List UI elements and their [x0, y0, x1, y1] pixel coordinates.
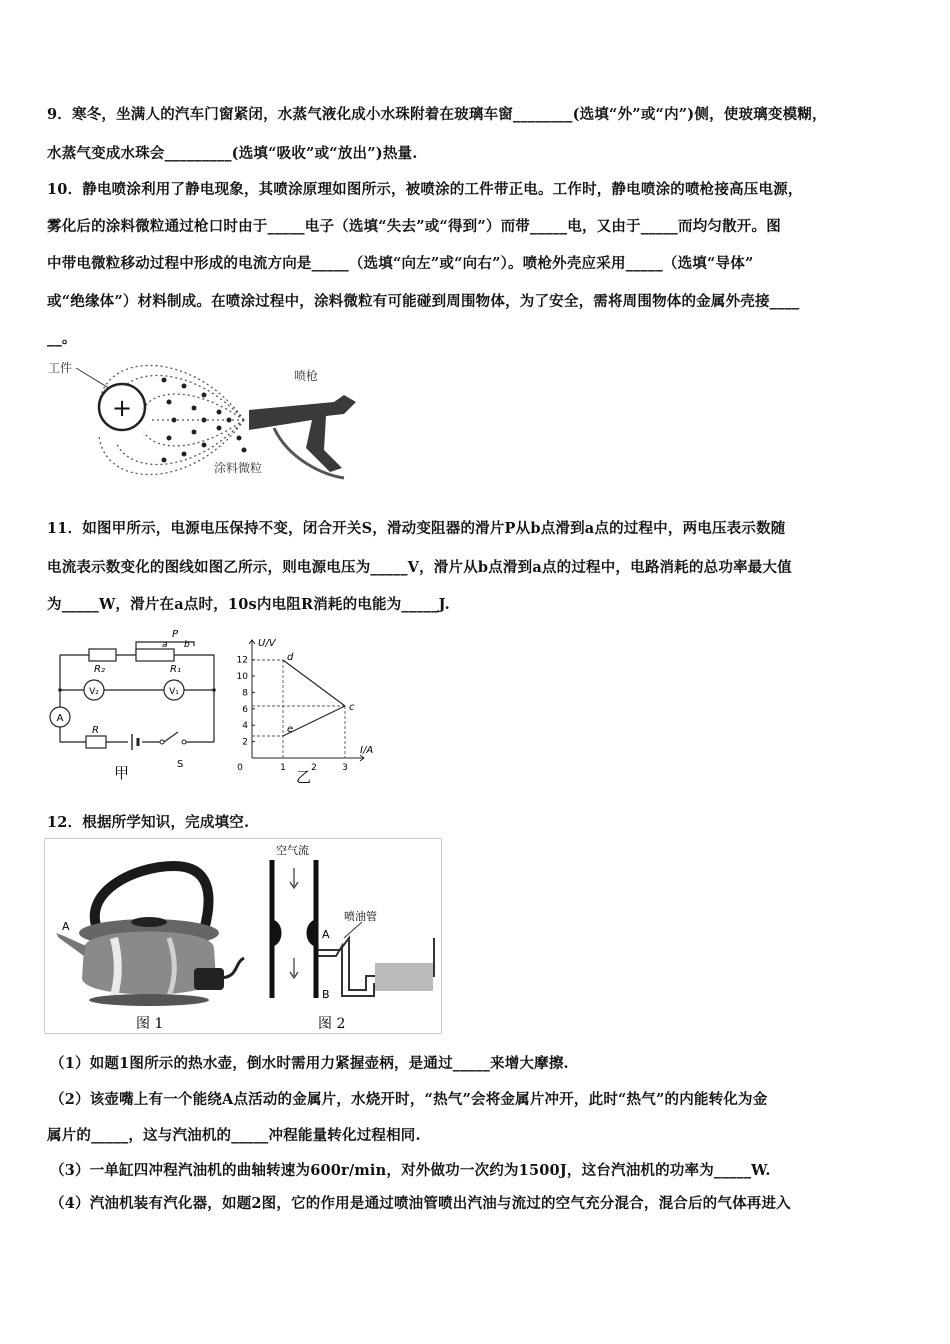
q11-line1: 11．如图甲所示，电源电压保持不变，闭合开关S，滑动变阻器的滑片P从b点滑到a点的过程中，两电压表示数随	[47, 520, 786, 537]
a-label: a	[162, 640, 168, 650]
graph-ylabel: U/V	[258, 638, 276, 649]
ammeter-label: A	[56, 713, 64, 724]
gun-label: 喷枪	[294, 369, 319, 383]
oil-pipe-label: 喷油管	[344, 910, 377, 923]
point-e: e	[287, 724, 294, 735]
fig1-caption: 图 1	[136, 1016, 164, 1032]
kettle-a-label: A	[62, 920, 70, 933]
y-tick-label: 10	[236, 672, 248, 682]
circuit-caption: 甲	[114, 764, 130, 782]
particles-label: 涂料微粒	[214, 461, 263, 475]
r-label: R	[92, 725, 99, 736]
x-tick-label: 2	[311, 763, 317, 773]
q11-line2: 电流表示数变化的图线如图乙所示，则电源电压为_____V，滑片从b点滑到a点的过程中，电路消耗的总功率最大值	[47, 559, 792, 576]
airflow-label: 空气流	[276, 844, 309, 857]
point-d: d	[287, 652, 294, 663]
q12-figure	[44, 838, 442, 1034]
s-label: S	[177, 759, 184, 770]
q12-p2b: 属片的_____，这与汽油机的_____冲程能量转化过程相同.	[47, 1127, 421, 1144]
point-c: c	[349, 702, 355, 713]
y-tick-label: 8	[242, 688, 248, 699]
q11-line3: 为_____W，滑片在a点时，10s内电阻R消耗的电能为_____J.	[47, 596, 450, 613]
b-label: b	[184, 640, 190, 650]
q12-p2a: （2）该壶嘴上有一个能绕A点活动的金属片，水烧开时，“热气”会将金属片冲开，此时“热气”的内能转化为金	[50, 1091, 768, 1108]
y-tick-label: 4	[242, 721, 248, 732]
plus-sign: +	[111, 394, 133, 422]
q10-line2: 雾化后的涂料微粒通过枪口时由于_____电子（选填“失去”或“得到”）而带_____电，又由于_____而均匀散开。图	[47, 218, 781, 235]
q9-line2: 水蒸气变成水珠会_________(选填“吸收”或“放出”)热量.	[47, 145, 418, 162]
x-tick-label: 3	[342, 763, 348, 773]
graph-xlabel: I/A	[360, 745, 374, 756]
fig2-caption: 图 2	[318, 1016, 346, 1032]
carb-a-label: A	[322, 928, 330, 941]
y-tick-label: 2	[242, 737, 248, 748]
q12-p4: （4）汽油机装有汽化器，如题2图，它的作用是通过喷油管喷出汽油与流过的空气充分混合，混合后的气体再进入	[50, 1195, 791, 1212]
graph-line-d-c	[283, 660, 345, 706]
spray-figure	[44, 350, 389, 485]
q12-title: 12．根据所学知识，完成填空.	[47, 814, 250, 831]
v2-label: V₂	[89, 687, 99, 697]
graph-figure	[232, 628, 380, 788]
q10-line5: __。	[47, 330, 77, 347]
graph-caption: 乙	[296, 768, 312, 786]
circuit-figure	[44, 622, 226, 787]
r1-label: R₁	[170, 664, 181, 675]
v1-label: V₁	[169, 687, 179, 697]
q9-line1: 9．寒冬，坐满人的汽车门窗紧闭，水蒸气液化成小水珠附着在玻璃车窗________(选填“外”或“内”)侧，使玻璃变模糊，	[47, 106, 827, 123]
y-tick-label: 6	[242, 704, 248, 715]
y-tick-label: 12	[236, 655, 248, 666]
p-label: P	[172, 629, 179, 640]
q12-p3: （3）一单缸四冲程汽油机的曲轴转速为600r/min，对外做功一次约为1500J，这台汽油机的功率为_____W.	[50, 1162, 771, 1179]
q12-p1: （1）如题1图所示的热水壶，倒水时需用力紧握壶柄，是通过_____来增大摩擦.	[50, 1055, 569, 1072]
carb-b-label: B	[322, 988, 330, 1001]
q10-line4: 或“绝缘体”）材料制成。在喷涂过程中，涂料微粒有可能碰到周围物体，为了安全，需将周围物体的金属外壳接____	[47, 293, 800, 310]
q10-line1: 10．静电喷涂利用了静电现象，其喷涂原理如图所示，被喷涂的工件带正电。工作时，静电喷涂的喷枪接高压电源，	[47, 181, 803, 198]
x-tick-label: 0	[237, 763, 243, 773]
r2-label: R₂	[94, 664, 105, 675]
x-tick-label: 1	[280, 763, 286, 773]
workpiece-label: 工件	[48, 361, 73, 375]
q10-line3: 中带电微粒移动过程中形成的电流方向是_____（选填“向左”或“向右”）。喷枪外壳应采用_____（选填“导体”	[47, 255, 754, 272]
